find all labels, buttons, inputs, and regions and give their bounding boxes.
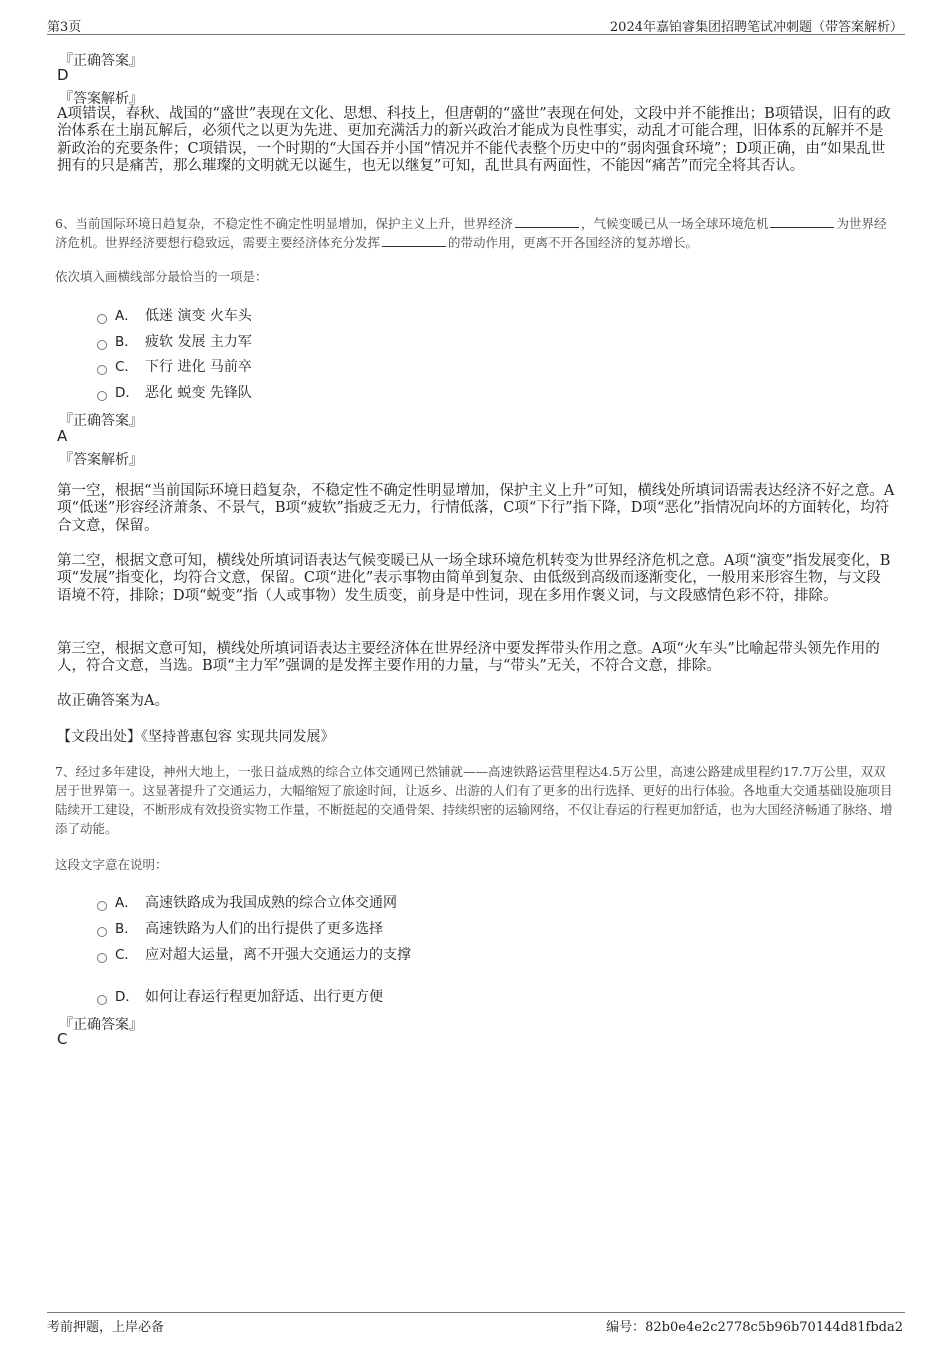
q7-option-c[interactable]: C． 应对超大运量，离不开强大交通运力的支撑 (97, 943, 411, 963)
radio-icon[interactable] (97, 314, 107, 324)
footer-serial: 编号：82b0e4e2c2778c5b96b70144d81fbda2 (606, 1320, 903, 1335)
q6-stem-part2: ，气候变暖已从一场全球环境危机 (580, 216, 769, 231)
q6-stem (55, 214, 895, 252)
q7-option-d[interactable]: D． 如何让春运行程更加舒适、出行更方便 (97, 985, 383, 1005)
q6-blank-3 (382, 234, 446, 247)
q7-option-b[interactable]: B． 高速铁路为人们的出行提供了更多选择 (97, 917, 383, 937)
q5-analysis-tag: 『答案解析』 (59, 91, 143, 107)
q6-option-a[interactable]: A． 低迷 演变 火车头 (97, 304, 252, 324)
q6-source: 【文段出处】《坚持普惠包容 实现共同发展》 (57, 729, 335, 745)
page-number: 第3页 (47, 20, 82, 35)
q6-answer: A (57, 427, 68, 445)
radio-icon[interactable] (97, 340, 107, 350)
radio-icon[interactable] (97, 995, 107, 1005)
page-header (47, 14, 905, 35)
q6-answer-tag: 『正确答案』 (59, 413, 143, 429)
q6-option-d[interactable]: D． 恶化 蜕变 先锋队 (97, 381, 252, 401)
q6-stem-part4: 的带动作用，更离不开各国经济的复苏增长。 (448, 235, 699, 250)
q7-stem: 7、经过多年建设，神州大地上，一张日益成熟的综合立体交通网已然铺就——高速铁路运营里程达4.5万公里，高速公路建成里程约17.7万公里，双双居于世界第一。这显著提升了交通运力，大幅缩短了旅途时间，让返乡、出游的人们有了更多的出行选择、更好的出行体验。各地重大交通基础设施项目陆续开工建设，不断形成有效投资实物工作量，不断挺起的交通骨架、持续织密的运输网络，不仅让春运的行程更加舒适，也为大国经济畅通了脉络、增添了动能。 (55, 764, 893, 836)
radio-icon[interactable] (97, 391, 107, 401)
q6-blank-2 (770, 215, 834, 228)
q6-prompt: 依次填入画横线部分最恰当的一项是： (55, 269, 268, 284)
q6-analysis-tag: 『答案解析』 (59, 452, 143, 468)
q6-option-b[interactable]: B． 疲软 发展 主力军 (97, 330, 252, 350)
q5-answer: D (57, 66, 69, 84)
page-footer (47, 1312, 905, 1335)
q5-analysis: A项错误，春秋、战国的“盛世”表现在文化、思想、科技上，但唐朝的“盛世”表现在何处，文段中并不能推出；B项错误，旧有的政治体系在土崩瓦解后，必须代之以更为先进、更加充满活力的新兴政治才能成为良性事实，动乱才可能合理，旧体系的瓦解并不是新政治的充要条件；C项错误，一个时期的“大国吞并小国”情况并不能代表整个历史中的“弱肉强食环境”；D项正确，由“如果乱世拥有的只是痛苦，那么璀璨的文明就无以诞生，也无以继复”可知，乱世具有两面性，不能因“痛苦”而完全将其否认。 (57, 106, 891, 175)
q6-analysis-3: 第三空，根据文意可知，横线处所填词语表达主要经济体在世界经济中要发挥带头作用之意。A项“火车头”比喻起带头领先作用的人，符合文意，当选。B项“主力军”强调的是发挥主要作用的力量，与“带头”无关，不符合文意，排除。 (57, 641, 880, 675)
radio-icon[interactable] (97, 365, 107, 375)
q7-answer-tag: 『正确答案』 (59, 1017, 143, 1033)
radio-icon[interactable] (97, 901, 107, 911)
q6-blank-1 (515, 215, 579, 228)
q5-answer-tag: 『正确答案』 (59, 53, 143, 69)
q6-stem-part1: 6、当前国际环境日趋复杂，不稳定性不确定性明显增加，保护主义上升，世界经济 (55, 216, 513, 231)
q7-prompt: 这段文字意在说明： (55, 857, 168, 872)
q6-stem-part3: 为世界经济危机。世界经济要想行稳致远，需要主要经济体充分发挥 (55, 216, 887, 250)
q6-analysis-2: 第二空，根据文意可知，横线处所填词语表达气候变暖已从一场全球环境危机转变为世界经济危机之意。A项“演变”指发展变化，B项“发展”指变化，均符合文意，保留。C项“进化”表示事物由简单到复杂、由低级到高级而逐渐变化，一般用来形容生物，与文段语境不符，排除；D项“蜕变”指（人或事物）发生质变，前身是中性词，现在多用作褒义词，与文段感情色彩不符，排除。 (57, 553, 891, 604)
q7-option-a[interactable]: A． 高速铁路成为我国成熟的综合立体交通网 (97, 891, 397, 911)
q7-answer: C (57, 1030, 68, 1048)
radio-icon[interactable] (97, 953, 107, 963)
q6-conclusion: 故正确答案为A。 (57, 693, 169, 709)
footer-slogan: 考前押题，上岸必备 (47, 1320, 165, 1335)
document-title: 2024年嘉铂睿集团招聘笔试冲刺题（带答案解析） (609, 20, 903, 35)
q6-option-c[interactable]: C． 下行 进化 马前卒 (97, 355, 252, 375)
radio-icon[interactable] (97, 927, 107, 937)
q6-analysis-1: 第一空，根据“当前国际环境日趋复杂，不稳定性不确定性明显增加，保护主义上升”可知，横线处所填词语需表达经济不好之意。A项“低迷”形容经济萧条、不景气，B项“疲软”指疲乏无力，行情低落，C项“下行”指下降，D项“恶化”指情况向坏的方面转化，均符合文意，保留。 (57, 483, 895, 534)
